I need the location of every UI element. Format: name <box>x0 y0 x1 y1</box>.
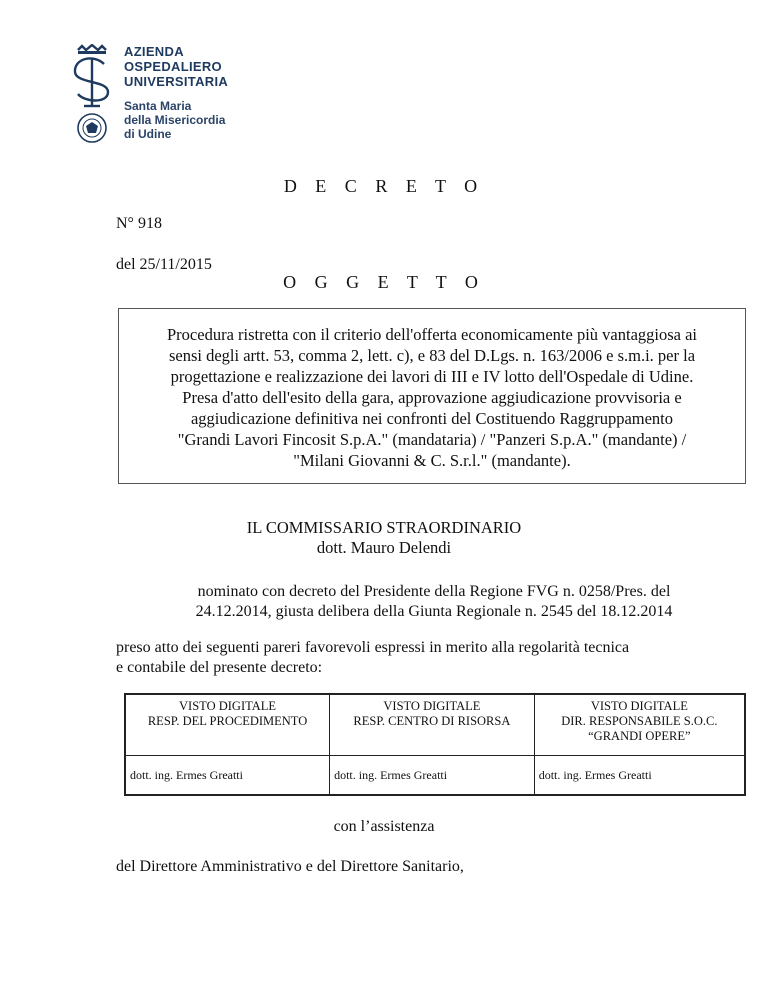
logo-line-3: UNIVERSITARIA <box>124 74 229 89</box>
decree-date: del 25/11/2015 <box>116 256 212 273</box>
directors-line: del Direttore Amministrativo e del Direttore Sanitario, <box>116 858 464 875</box>
approvals-names-row <box>125 756 745 796</box>
approvals-paragraph <box>116 638 752 678</box>
approver-name: dott. ing. Ermes Greatti <box>330 756 535 796</box>
appointment-line: 24.12.2014, giusta delibera della Giunta Regionale n. 2545 del 18.12.2014 <box>195 603 673 620</box>
approvals-line: e contabile del presente decreto: <box>116 659 323 676</box>
hospital-logo-text <box>124 44 228 141</box>
approval-header-cell <box>534 694 745 756</box>
subject-line: Procedura ristretta con il criterio dell'offerta economicamente più vantaggiosa ai <box>167 325 697 344</box>
appointment-line: nominato con decreto del Presidente della Regione FVG n. 0258/Pres. del <box>197 583 671 600</box>
subject-line: Presa d'atto dell'esito della gara, approvazione aggiudicazione provvisoria e <box>182 388 682 407</box>
logo-line-4: Santa Maria <box>124 99 192 113</box>
signatory-name: dott. Mauro Delendi <box>316 538 452 557</box>
approval-header-label: VISTO DIGITALE <box>590 699 688 713</box>
logo-line-5: della Misericordia <box>124 113 226 127</box>
approval-header-role: RESP. DEL PROCEDIMENTO <box>147 714 308 728</box>
subject-line: "Milani Giovanni & C. S.r.l." (mandante). <box>293 451 571 470</box>
logo-line-2: OSPEDALIERO <box>124 59 222 74</box>
approval-header-label: VISTO DIGITALE <box>179 699 277 713</box>
subject-line: progettazione e realizzazione dei lavori di III e IV lotto dell'Ospedale di Udine. <box>170 367 694 386</box>
approval-header-unit: “GRANDI OPERE” <box>588 729 691 743</box>
approval-header-cell <box>125 694 330 756</box>
approval-header-cell <box>330 694 535 756</box>
logo-line-1: AZIENDA <box>124 44 184 59</box>
approvals-table <box>124 693 746 796</box>
signatory-title: IL COMMISSARIO STRAORDINARIO <box>246 518 522 537</box>
document-title: D E C R E T O <box>283 176 485 196</box>
approvals-header-row <box>125 694 745 756</box>
assistance-line: con l’assistenza <box>333 818 435 835</box>
subject-line: sensi degli artt. 53, comma 2, lett. c), e 83 del D.Lgs. n. 163/2006 e s.m.i. per la <box>168 346 696 365</box>
logo-line-6: di Udine <box>124 127 172 141</box>
approval-header-label: VISTO DIGITALE <box>383 699 481 713</box>
approval-header-role: RESP. CENTRO DI RISORSA <box>353 714 511 728</box>
subject-line: aggiudicazione definitiva nei confronti del Costituendo Raggruppamento <box>190 409 674 428</box>
approver-name: dott. ing. Ermes Greatti <box>534 756 745 796</box>
subject-line: "Grandi Lavori Fincosit S.p.A." (mandataria) / "Panzeri S.p.A." (mandante) / <box>177 430 687 449</box>
decree-number: N° 918 <box>116 215 162 232</box>
subject-box <box>118 308 746 484</box>
approvals-line: preso atto dei seguenti pareri favorevoli espressi in merito alla regolarità tecnica <box>116 639 630 656</box>
approval-header-role: DIR. RESPONSABILE S.O.C. <box>561 714 718 728</box>
appointment-paragraph <box>116 582 752 622</box>
approver-name: dott. ing. Ermes Greatti <box>125 756 330 796</box>
hospital-logo-emblem <box>66 44 118 144</box>
subject-title: O G G E T T O <box>283 272 485 292</box>
